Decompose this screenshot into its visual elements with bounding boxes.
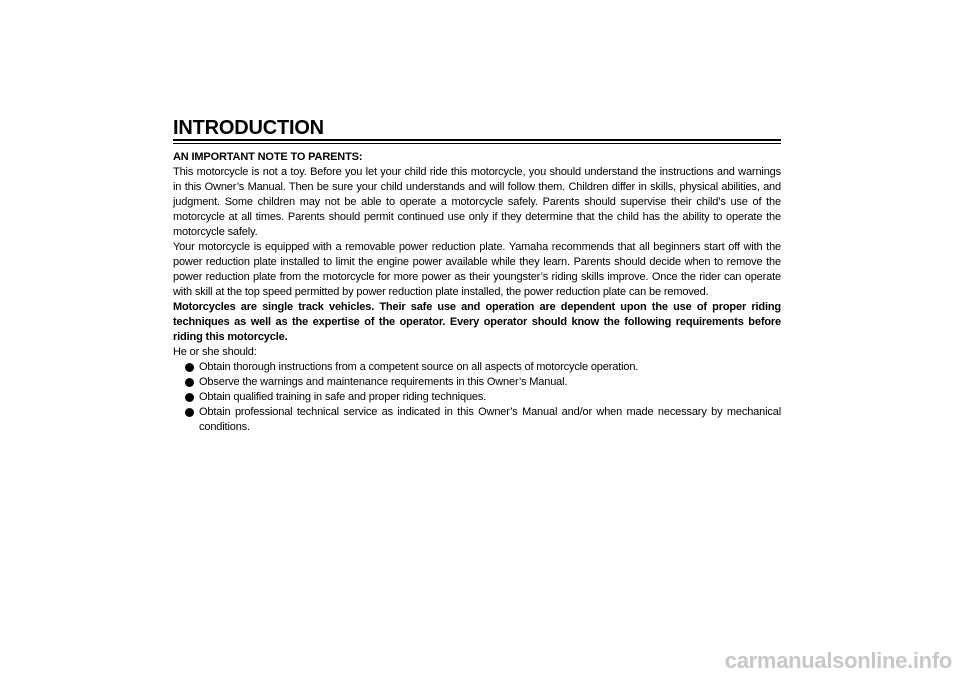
document-body bbox=[173, 150, 781, 435]
requirements-list bbox=[173, 360, 781, 435]
paragraph-single-track: Motorcycles are single track vehicles. Their safe use and operation are dependent upon the use of proper riding techniques as well as the expertise of the operator. Every operator should know the following requirements before riding this motorcycle. bbox=[173, 301, 781, 343]
list-item-text: Obtain professional technical service as indicated in this Owner’s Manual and/or when made necessary by mechanical conditions. bbox=[199, 406, 781, 433]
bullet-dot-icon bbox=[185, 363, 194, 372]
title-rule-thick bbox=[173, 139, 781, 141]
parents-note-heading: AN IMPORTANT NOTE TO PARENTS: bbox=[173, 151, 363, 163]
list-item-text: Obtain qualified training in safe and proper riding techniques. bbox=[199, 391, 487, 403]
section-title: INTRODUCTION bbox=[173, 117, 324, 139]
list-item bbox=[173, 390, 781, 405]
paragraph-power-reduction: Your motorcycle is equipped with a removable power reduction plate. Yamaha recommends that all beginners start off with the power reduction plate installed to limit the engine power available while they learn. Parents should decide when to remove the power reduction plate from the motorcycle for more power as their youngster’s riding skills improve. Once the rider can operate with skill at the top speed permitted by power reduction plate installed, the power reduction plate can be removed. bbox=[173, 241, 781, 298]
list-intro: He or she should: bbox=[173, 346, 257, 358]
bullet-dot-icon bbox=[185, 408, 194, 417]
paragraph-toy-warning: This motorcycle is not a toy. Before you let your child ride this motorcycle, you should understand the instructions and warnings in this Owner’s Manual. Then be sure your child understands and will follow them. Children differ in skills, physical abilities, and judgment. Some children may not be able to operate a motorcycle safely. Parents should supervise their child’s use of the motorcycle at all times. Parents should permit continued use only if they determine that the child has the ability to operate the motorcycle safely. bbox=[173, 166, 781, 238]
list-item bbox=[173, 360, 781, 375]
bullet-dot-icon bbox=[185, 378, 194, 387]
watermark: carmanualsonline.info bbox=[724, 648, 952, 673]
list-item-text: Observe the warnings and maintenance requirements in this Owner’s Manual. bbox=[199, 376, 568, 388]
list-item bbox=[173, 375, 781, 390]
title-rule-thin bbox=[173, 143, 781, 144]
bullet-dot-icon bbox=[185, 393, 194, 402]
list-item-text: Obtain thorough instructions from a competent source on all aspects of motorcycle operation. bbox=[199, 361, 639, 373]
list-item bbox=[173, 405, 781, 435]
